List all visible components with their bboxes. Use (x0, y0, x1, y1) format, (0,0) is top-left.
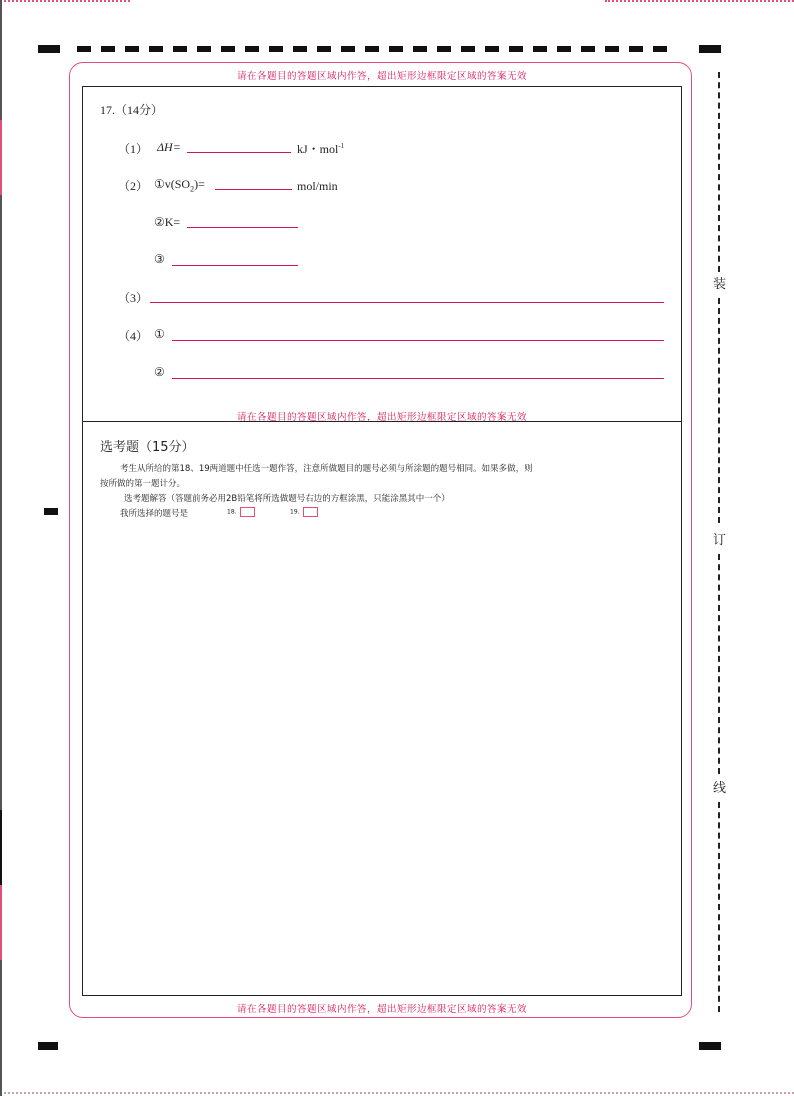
part-1-prefix: ΔH= (157, 140, 181, 154)
binding-dash-line (718, 72, 720, 272)
part-4-label: （4） (118, 329, 149, 343)
part-4-item-1-prefix: ① (154, 327, 165, 341)
left-edge-strip (0, 0, 2, 120)
left-edge-strip (0, 195, 2, 810)
timing-mark (365, 46, 379, 52)
option-18[interactable] (227, 507, 255, 517)
elective-answer-area[interactable] (83, 525, 681, 995)
part-2-item-1-prefix-text: ①v(SO (154, 177, 191, 191)
answer-line-part-4-item-1[interactable] (172, 340, 664, 341)
boundary-notice-bottom: 请在各题目的答题区域内作答，超出矩形边框限定区域的答案无效 (236, 1004, 527, 1015)
option-19-label: 19. (290, 508, 300, 516)
timing-mark (629, 46, 643, 52)
elective-instruction-line-1: 考生从所给的第18、19两道题中任选一题作答，注意所做题目的题号必须与所涂题的题号相同。如果多做，则 (120, 464, 533, 474)
answer-line-part-1[interactable] (187, 152, 291, 153)
part-1-unit-text: kJ・mol (297, 142, 339, 156)
timing-mark (269, 46, 283, 52)
option-19-box[interactable] (303, 507, 318, 517)
part-1-unit (297, 140, 344, 157)
side-marker (44, 508, 58, 515)
left-edge-strip (0, 960, 2, 1096)
part-2-item-2-prefix: ②K= (154, 215, 181, 229)
timing-mark (101, 46, 115, 52)
timing-mark (485, 46, 499, 52)
timing-mark (557, 46, 571, 52)
timing-mark (293, 46, 307, 52)
part-2-item-1-prefix (154, 177, 205, 193)
left-edge-strip (0, 885, 2, 960)
answer-line-part-4-item-2[interactable] (172, 378, 664, 379)
top-dotted-border-right (605, 0, 794, 4)
timing-mark (221, 46, 235, 52)
timing-mark (461, 46, 475, 52)
part-2-item-3-prefix: ③ (154, 252, 165, 266)
timing-mark (509, 46, 523, 52)
part-2-item-1-sub: 2 (190, 184, 195, 194)
part-2-item-1-suffix: )= (194, 177, 205, 191)
question-17-title: 17.（14分） (100, 103, 164, 117)
boundary-notice-top: 请在各题目的答题区域内作答，超出矩形边框限定区域的答案无效 (236, 71, 527, 82)
timing-mark (245, 46, 259, 52)
timing-mark (581, 46, 595, 52)
left-edge-strip (0, 120, 2, 195)
timing-mark (533, 46, 547, 52)
part-1-unit-sup: -1 (338, 142, 345, 150)
elective-instruction-line-3: 选考题解答（答题前务必用2B铅笔将所选做题号右边的方框涂黑，只能涂黑其中一个） (124, 494, 450, 504)
binding-dash-line (718, 298, 720, 523)
option-18-label: 18. (227, 508, 237, 516)
part-2-item-1-unit: mol/min (297, 179, 338, 193)
part-4-item-2-prefix: ② (154, 365, 165, 379)
corner-marker (38, 45, 60, 53)
binding-dash-line (718, 554, 720, 774)
binding-char: 装 (713, 277, 727, 292)
part-1-label: （1） (118, 142, 149, 156)
elective-instruction-line-2: 按所做的第一题计分。 (100, 479, 186, 489)
timing-mark (197, 46, 211, 52)
timing-mark (317, 46, 331, 52)
binding-char: 订 (713, 533, 727, 548)
corner-marker (699, 1042, 721, 1050)
corner-marker (699, 45, 721, 53)
option-19[interactable] (290, 507, 318, 517)
part-2-label: （2） (118, 179, 149, 193)
timing-mark (173, 46, 187, 52)
choice-label: 我所选择的题号是 (120, 509, 189, 519)
binding-dash-line (718, 802, 720, 1012)
part-3-label: （3） (118, 291, 149, 305)
left-edge-strip (0, 810, 2, 885)
top-dotted-border-left (0, 0, 130, 4)
timing-mark (125, 46, 139, 52)
answer-line-part-3[interactable] (150, 302, 664, 303)
timing-mark (389, 46, 403, 52)
timing-mark (605, 46, 619, 52)
elective-title: 选考题（15分） (100, 440, 195, 455)
timing-mark (437, 46, 451, 52)
answer-line-part-2-item-1[interactable] (215, 189, 292, 190)
timing-mark (77, 46, 91, 52)
binding-char: 线 (713, 781, 727, 796)
option-18-box[interactable] (240, 507, 255, 517)
answer-line-part-2-item-3[interactable] (172, 265, 298, 266)
answer-line-part-2-item-2[interactable] (187, 227, 298, 228)
timing-mark (413, 46, 427, 52)
timing-mark (149, 46, 163, 52)
timing-mark (653, 46, 667, 52)
timing-mark (341, 46, 355, 52)
boundary-notice-middle: 请在各题目的答题区域内作答，超出矩形边框限定区域的答案无效 (236, 412, 527, 423)
bottom-dotted-border (0, 1092, 794, 1096)
corner-marker (38, 1042, 58, 1050)
